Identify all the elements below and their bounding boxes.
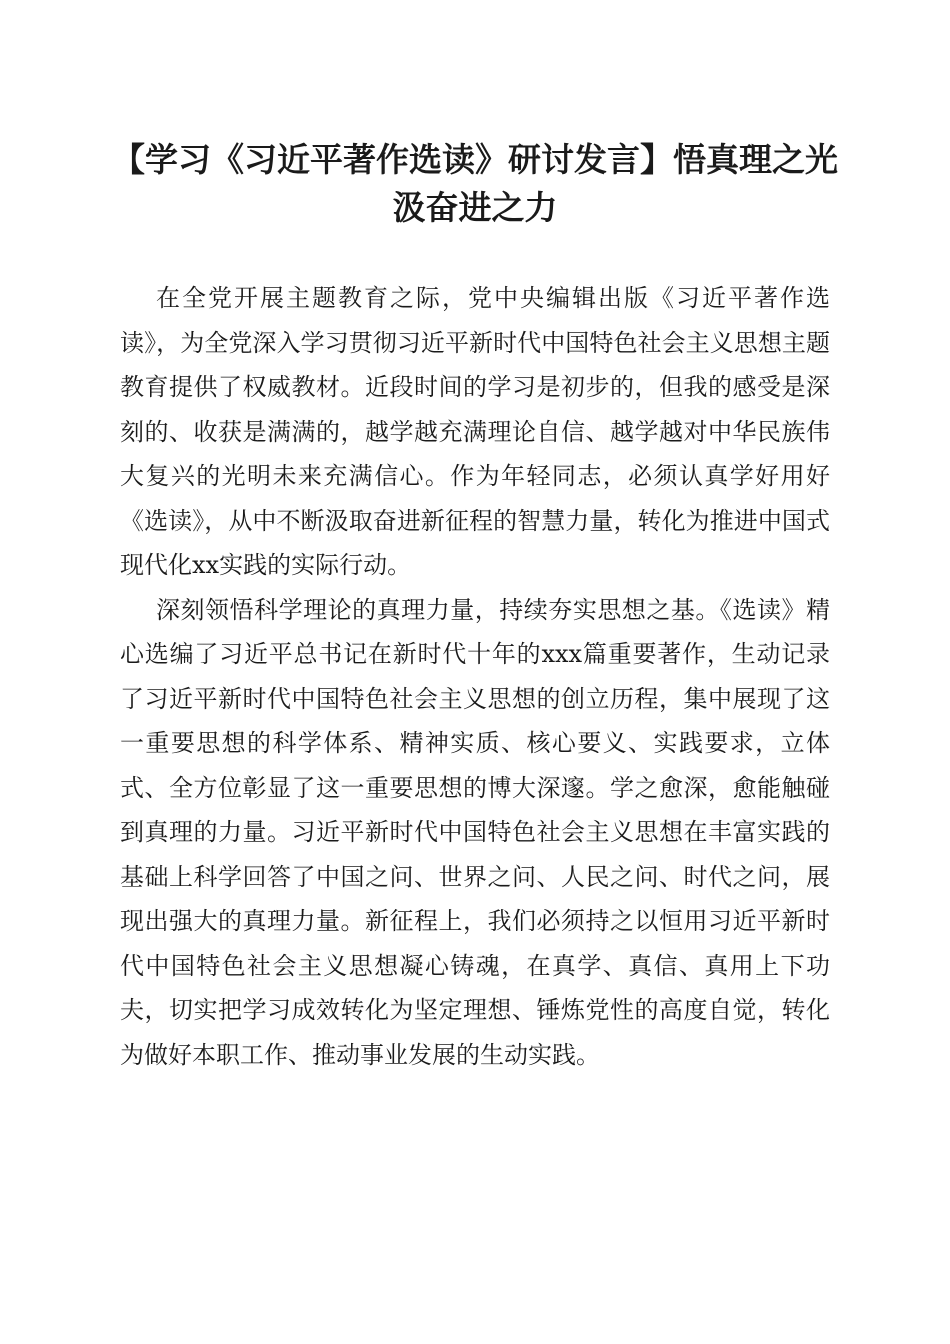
document-title: 【学习《习近平著作选读》研讨发言】悟真理之光汲奋进之力 bbox=[112, 140, 838, 227]
paragraph-2: 深刻领悟科学理论的真理力量，持续夯实思想之基。《选读》精心选编了习近平总书记在新时代十年的xxx篇重要著作，生动记录了习近平新时代中国特色社会主义思想的创立历程，集中展现了这一重要思想的科学体系、精神实质、核心要义、实践要求，立体式、全方位彰显了这一重要思想的博大深邃。学之愈深，愈能触碰到真理的力量。习近平新时代中国特色社会主义思想在丰富实践的基础上科学回答了中国之问、世界之问、人民之问、时代之问，展现出强大的真理力量。新征程上，我们必须持之以恒用习近平新时代中国特色社会主义思想凝心铸魂，在真学、真信、真用上下功夫，切实把学习成效转化为坚定理想、锤炼党性的高度自觉，转化为做好本职工作、推动事业发展的生动实践。 bbox=[120, 595, 830, 1069]
paragraph-1: 在全党开展主题教育之际，党中央编辑出版《习近平著作选读》，为全党深入学习贯彻习近平新时代中国特色社会主义思想主题教育提供了权威教材。近段时间的学习是初步的，但我的感受是深刻的、收获是满满的，越学越充满理论自信、越学越对中华民族伟大复兴的光明未来充满信心。作为年轻同志，必须认真学好用好《选读》，从中不断汲取奋进新征程的智慧力量，转化为推进中国式现代化xx实践的实际行动。 bbox=[120, 284, 830, 579]
document-body bbox=[120, 276, 830, 1077]
